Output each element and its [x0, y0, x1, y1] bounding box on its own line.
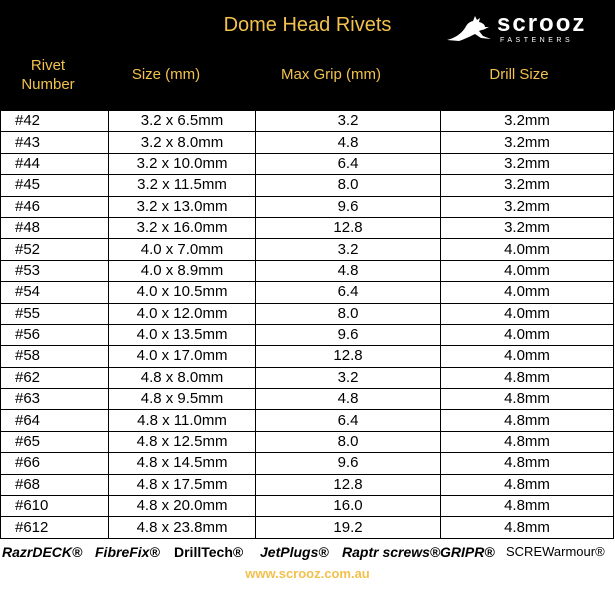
rivet-number-cell: #68: [1, 474, 109, 495]
max-grip-cell: 12.8: [256, 217, 441, 238]
drill-size-cell: 4.8mm: [441, 389, 614, 410]
brand-drilltech: DrillTech®: [174, 544, 244, 560]
max-grip-cell: 12.8: [256, 474, 441, 495]
brand-strip: [0, 544, 615, 566]
size-cell: 4.8 x 20.0mm: [109, 496, 256, 517]
drill-size-cell: 4.0mm: [441, 346, 614, 367]
drill-size-cell: 4.8mm: [441, 496, 614, 517]
rivet-number-cell: #62: [1, 367, 109, 388]
rivet-number-cell: #45: [1, 175, 109, 196]
scrooz-logo: [445, 12, 605, 46]
brand-jetplugs: JetPlugs®: [260, 544, 329, 560]
table-row: [1, 324, 614, 345]
size-cell: 4.8 x 11.0mm: [109, 410, 256, 431]
size-cell: 4.0 x 7.0mm: [109, 239, 256, 260]
rivet-number-cell: #42: [1, 111, 109, 132]
rivet-number-cell: #66: [1, 453, 109, 474]
header-bar: [0, 0, 615, 110]
size-cell: 4.8 x 12.5mm: [109, 431, 256, 452]
rivet-number-cell: #58: [1, 346, 109, 367]
table-row: [1, 453, 614, 474]
drill-size-cell: 4.0mm: [441, 260, 614, 281]
size-cell: 4.0 x 12.0mm: [109, 303, 256, 324]
drill-size-cell: 4.0mm: [441, 303, 614, 324]
rivet-number-cell: #48: [1, 217, 109, 238]
size-cell: 4.0 x 17.0mm: [109, 346, 256, 367]
rivet-number-cell: #610: [1, 496, 109, 517]
size-cell: 4.0 x 13.5mm: [109, 324, 256, 345]
rivet-number-cell: #53: [1, 260, 109, 281]
max-grip-cell: 9.6: [256, 324, 441, 345]
table-row: [1, 410, 614, 431]
drill-size-cell: 3.2mm: [441, 153, 614, 174]
rivet-number-cell: #56: [1, 324, 109, 345]
size-cell: 3.2 x 8.0mm: [109, 132, 256, 153]
drill-size-cell: 3.2mm: [441, 175, 614, 196]
table-row: [1, 153, 614, 174]
drill-size-cell: 3.2mm: [441, 217, 614, 238]
rivet-number-cell: #46: [1, 196, 109, 217]
table-row: [1, 132, 614, 153]
max-grip-cell: 4.8: [256, 389, 441, 410]
max-grip-cell: 9.6: [256, 453, 441, 474]
brand-razrdeck: RazrDECK®: [2, 544, 83, 560]
max-grip-cell: 3.2: [256, 239, 441, 260]
drill-size-cell: 4.0mm: [441, 324, 614, 345]
col-header-drill-size: Drill Size: [489, 66, 549, 83]
size-cell: 3.2 x 16.0mm: [109, 217, 256, 238]
size-cell: 4.8 x 17.5mm: [109, 474, 256, 495]
drill-size-cell: 4.8mm: [441, 410, 614, 431]
max-grip-cell: 12.8: [256, 346, 441, 367]
max-grip-cell: 16.0: [256, 496, 441, 517]
size-cell: 4.8 x 8.0mm: [109, 367, 256, 388]
size-cell: 3.2 x 6.5mm: [109, 111, 256, 132]
brand-fibrefix: FibreFix®: [95, 544, 160, 560]
rivet-number-cell: #64: [1, 410, 109, 431]
rivet-number-cell: #63: [1, 389, 109, 410]
website-link[interactable]: www.scrooz.com.au: [245, 566, 370, 581]
table-row: [1, 260, 614, 281]
drill-size-cell: 4.8mm: [441, 431, 614, 452]
brand-gripr: GRIPR®: [440, 544, 495, 560]
rivet-number-cell: #52: [1, 239, 109, 260]
table-row: [1, 303, 614, 324]
col-header-rivet-number: Rivet Number: [21, 57, 75, 93]
logo-wordmark: scrooz: [497, 10, 587, 37]
table-row: [1, 367, 614, 388]
max-grip-cell: 8.0: [256, 303, 441, 324]
table-row: [1, 217, 614, 238]
rivet-number-cell: #43: [1, 132, 109, 153]
table-row: [1, 346, 614, 367]
size-cell: 4.0 x 10.5mm: [109, 282, 256, 303]
max-grip-cell: 4.8: [256, 132, 441, 153]
size-cell: 3.2 x 10.0mm: [109, 153, 256, 174]
size-cell: 4.8 x 9.5mm: [109, 389, 256, 410]
brand-screwarmour: SCREWarmour®: [506, 544, 605, 559]
drill-size-cell: 4.8mm: [441, 367, 614, 388]
logo-subtitle: FASTENERS: [500, 37, 574, 44]
max-grip-cell: 3.2: [256, 367, 441, 388]
size-cell: 3.2 x 13.0mm: [109, 196, 256, 217]
col-header-max-grip: Max Grip (mm): [281, 66, 381, 83]
drill-size-cell: 4.0mm: [441, 282, 614, 303]
table-row: [1, 111, 614, 132]
table-row: [1, 496, 614, 517]
max-grip-cell: 6.4: [256, 410, 441, 431]
drill-size-cell: 4.8mm: [441, 474, 614, 495]
brand-raptr: Raptr screws®: [342, 544, 441, 560]
table-row: [1, 175, 614, 196]
drill-size-cell: 3.2mm: [441, 132, 614, 153]
table-row: [1, 474, 614, 495]
drill-size-cell: 4.8mm: [441, 453, 614, 474]
max-grip-cell: 4.8: [256, 260, 441, 281]
max-grip-cell: 8.0: [256, 431, 441, 452]
size-cell: 3.2 x 11.5mm: [109, 175, 256, 196]
table-row: [1, 431, 614, 452]
rivet-number-cell: #44: [1, 153, 109, 174]
table-row: [1, 282, 614, 303]
max-grip-cell: 6.4: [256, 282, 441, 303]
col-header-size: Size (mm): [131, 66, 201, 83]
max-grip-cell: 19.2: [256, 517, 441, 538]
rivet-number-cell: #612: [1, 517, 109, 538]
table-row: [1, 196, 614, 217]
size-cell: 4.8 x 14.5mm: [109, 453, 256, 474]
size-cell: 4.8 x 23.8mm: [109, 517, 256, 538]
kangaroo-icon: [445, 14, 495, 44]
drill-size-cell: 3.2mm: [441, 196, 614, 217]
rivet-number-cell: #65: [1, 431, 109, 452]
drill-size-cell: 4.8mm: [441, 517, 614, 538]
max-grip-cell: 9.6: [256, 196, 441, 217]
size-cell: 4.0 x 8.9mm: [109, 260, 256, 281]
drill-size-cell: 3.2mm: [441, 111, 614, 132]
max-grip-cell: 6.4: [256, 153, 441, 174]
rivet-number-cell: #54: [1, 282, 109, 303]
max-grip-cell: 8.0: [256, 175, 441, 196]
table-row: [1, 517, 614, 538]
rivet-table: [0, 110, 614, 539]
page-title: Dome Head Rivets: [223, 14, 392, 36]
rivet-number-cell: #55: [1, 303, 109, 324]
drill-size-cell: 4.0mm: [441, 239, 614, 260]
table-row: [1, 389, 614, 410]
table-row: [1, 239, 614, 260]
max-grip-cell: 3.2: [256, 111, 441, 132]
